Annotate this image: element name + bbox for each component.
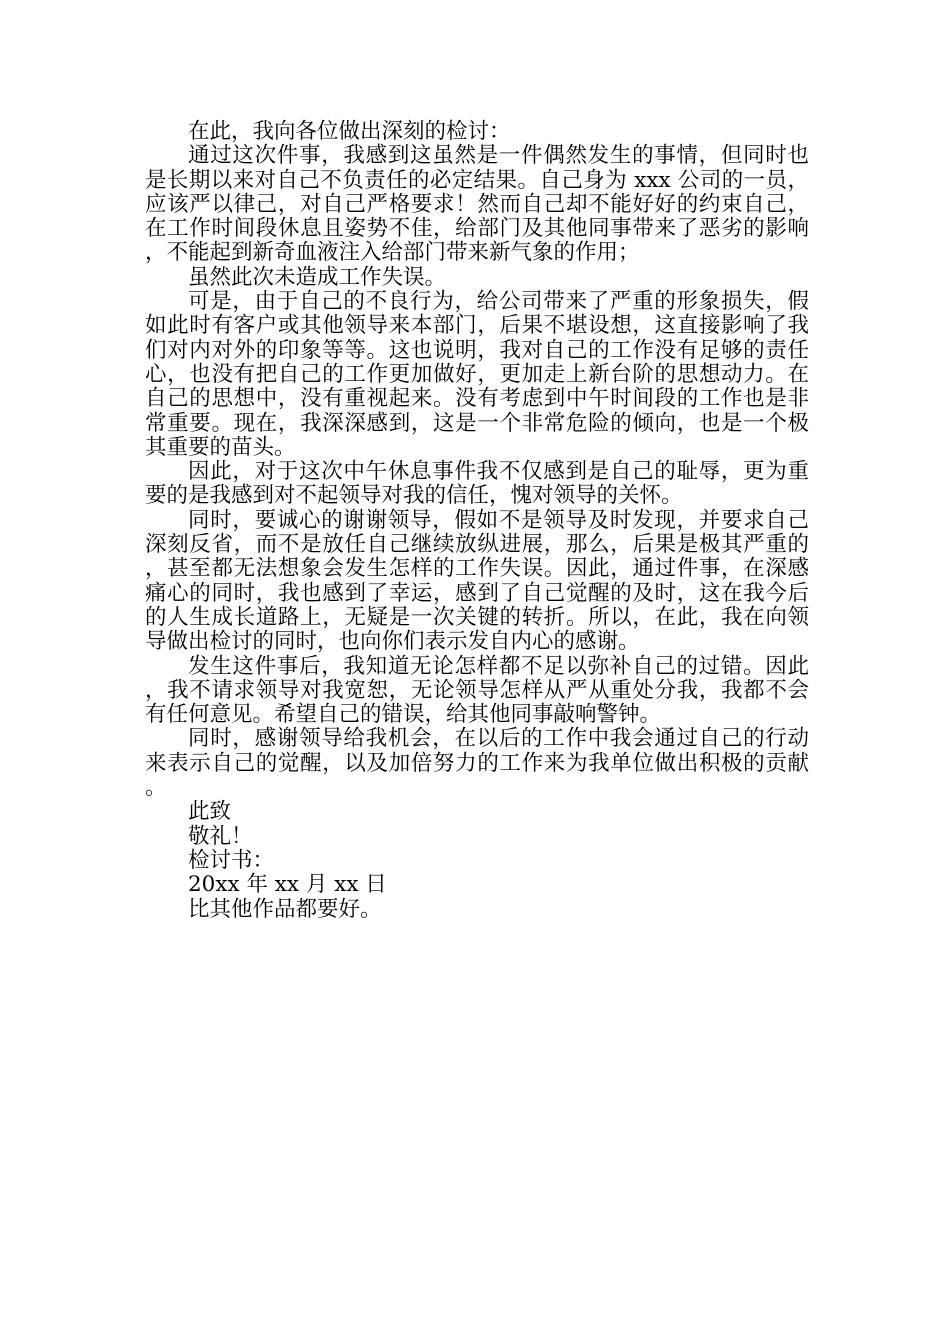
paragraph-shame: 因此，对于这次中午休息事件我不仅感到是自己的耻辱，更为重要的是我感到对不起领导对我的信任，愧对领导的关怀。 [145, 459, 809, 509]
paragraph-consequence: 发生这件事后，我知道无论怎样都不足以弥补自己的过错。因此，我不请求领导对我宽恕，无论领导怎样从严从重处分我，我都不会有任何意见。希望自己的错误，给其他同事敲响警钟。 [145, 653, 809, 728]
closing-title: 检讨书： [188, 847, 275, 873]
paragraph-thanks: 同时，要诚心的谢谢领导，假如不是领导及时发现，并要求自己深刻反省，而不是放任自己继续放纵进展，那么，后果是极其严重的，甚至都无法想象会发生怎样的工作失误。因此，通过件事，在深感痛心的同时，我也感到了幸运，感到了自己觉醒的及时，这在我今后的人生成长道路上，无疑是一次关键的转折。所以，在此，我在向领导做出检讨的同时，也向你们表示发自内心的感谢。 [145, 507, 809, 655]
closing-remark: 比其他作品都要好。 [188, 896, 382, 922]
paragraph-commitment: 同时，感谢领导给我机会，在以后的工作中我会通过自己的行动来表示自己的觉醒，以及加倍努力的工作来为我单位做出积极的贡献。 [145, 726, 809, 801]
closing-regards: 敬礼！ [188, 823, 253, 849]
paragraph-intro: 在此，我向各位做出深刻的检讨： [188, 119, 511, 144]
closing-salutation: 此致 [188, 799, 232, 825]
closing-date: 20xx 年 xx 月 xx 日 [188, 872, 387, 898]
paragraph-no-error: 虽然此次未造成工作失误。 [188, 264, 447, 290]
document-body [145, 120, 809, 922]
paragraph-reflection: 通过这次件事，我感到这虽然是一件偶然发生的事情，但同时也是长期以来对自己不负责任的必定结果。自己身为 xxx 公司的一员，应该严以律己，对自己严格要求！然而自己却不能好好的约束自己，在工作时间段休息且姿势不佳，给部门及其他同事带来了恶劣的影响，不能起到新奇血液注入给部门带来新气象的作用； [145, 143, 809, 266]
paragraph-impact: 可是，由于自己的不良行为，给公司带来了严重的形象损失，假如此时有客户或其他领导来本部门，后果不堪设想，这直接影响了我们对内对外的印象等等。这也说明，我对自己的工作没有足够的责任心，也没有把自己的工作更加做好，更加走上新台阶的思想动力。在自己的思想中，没有重视起来。没有考虑到中午时间段的工作也是非常重要。现在，我深深感到，这是一个非常危险的倾向，也是一个极其重要的苗头。 [145, 289, 809, 460]
